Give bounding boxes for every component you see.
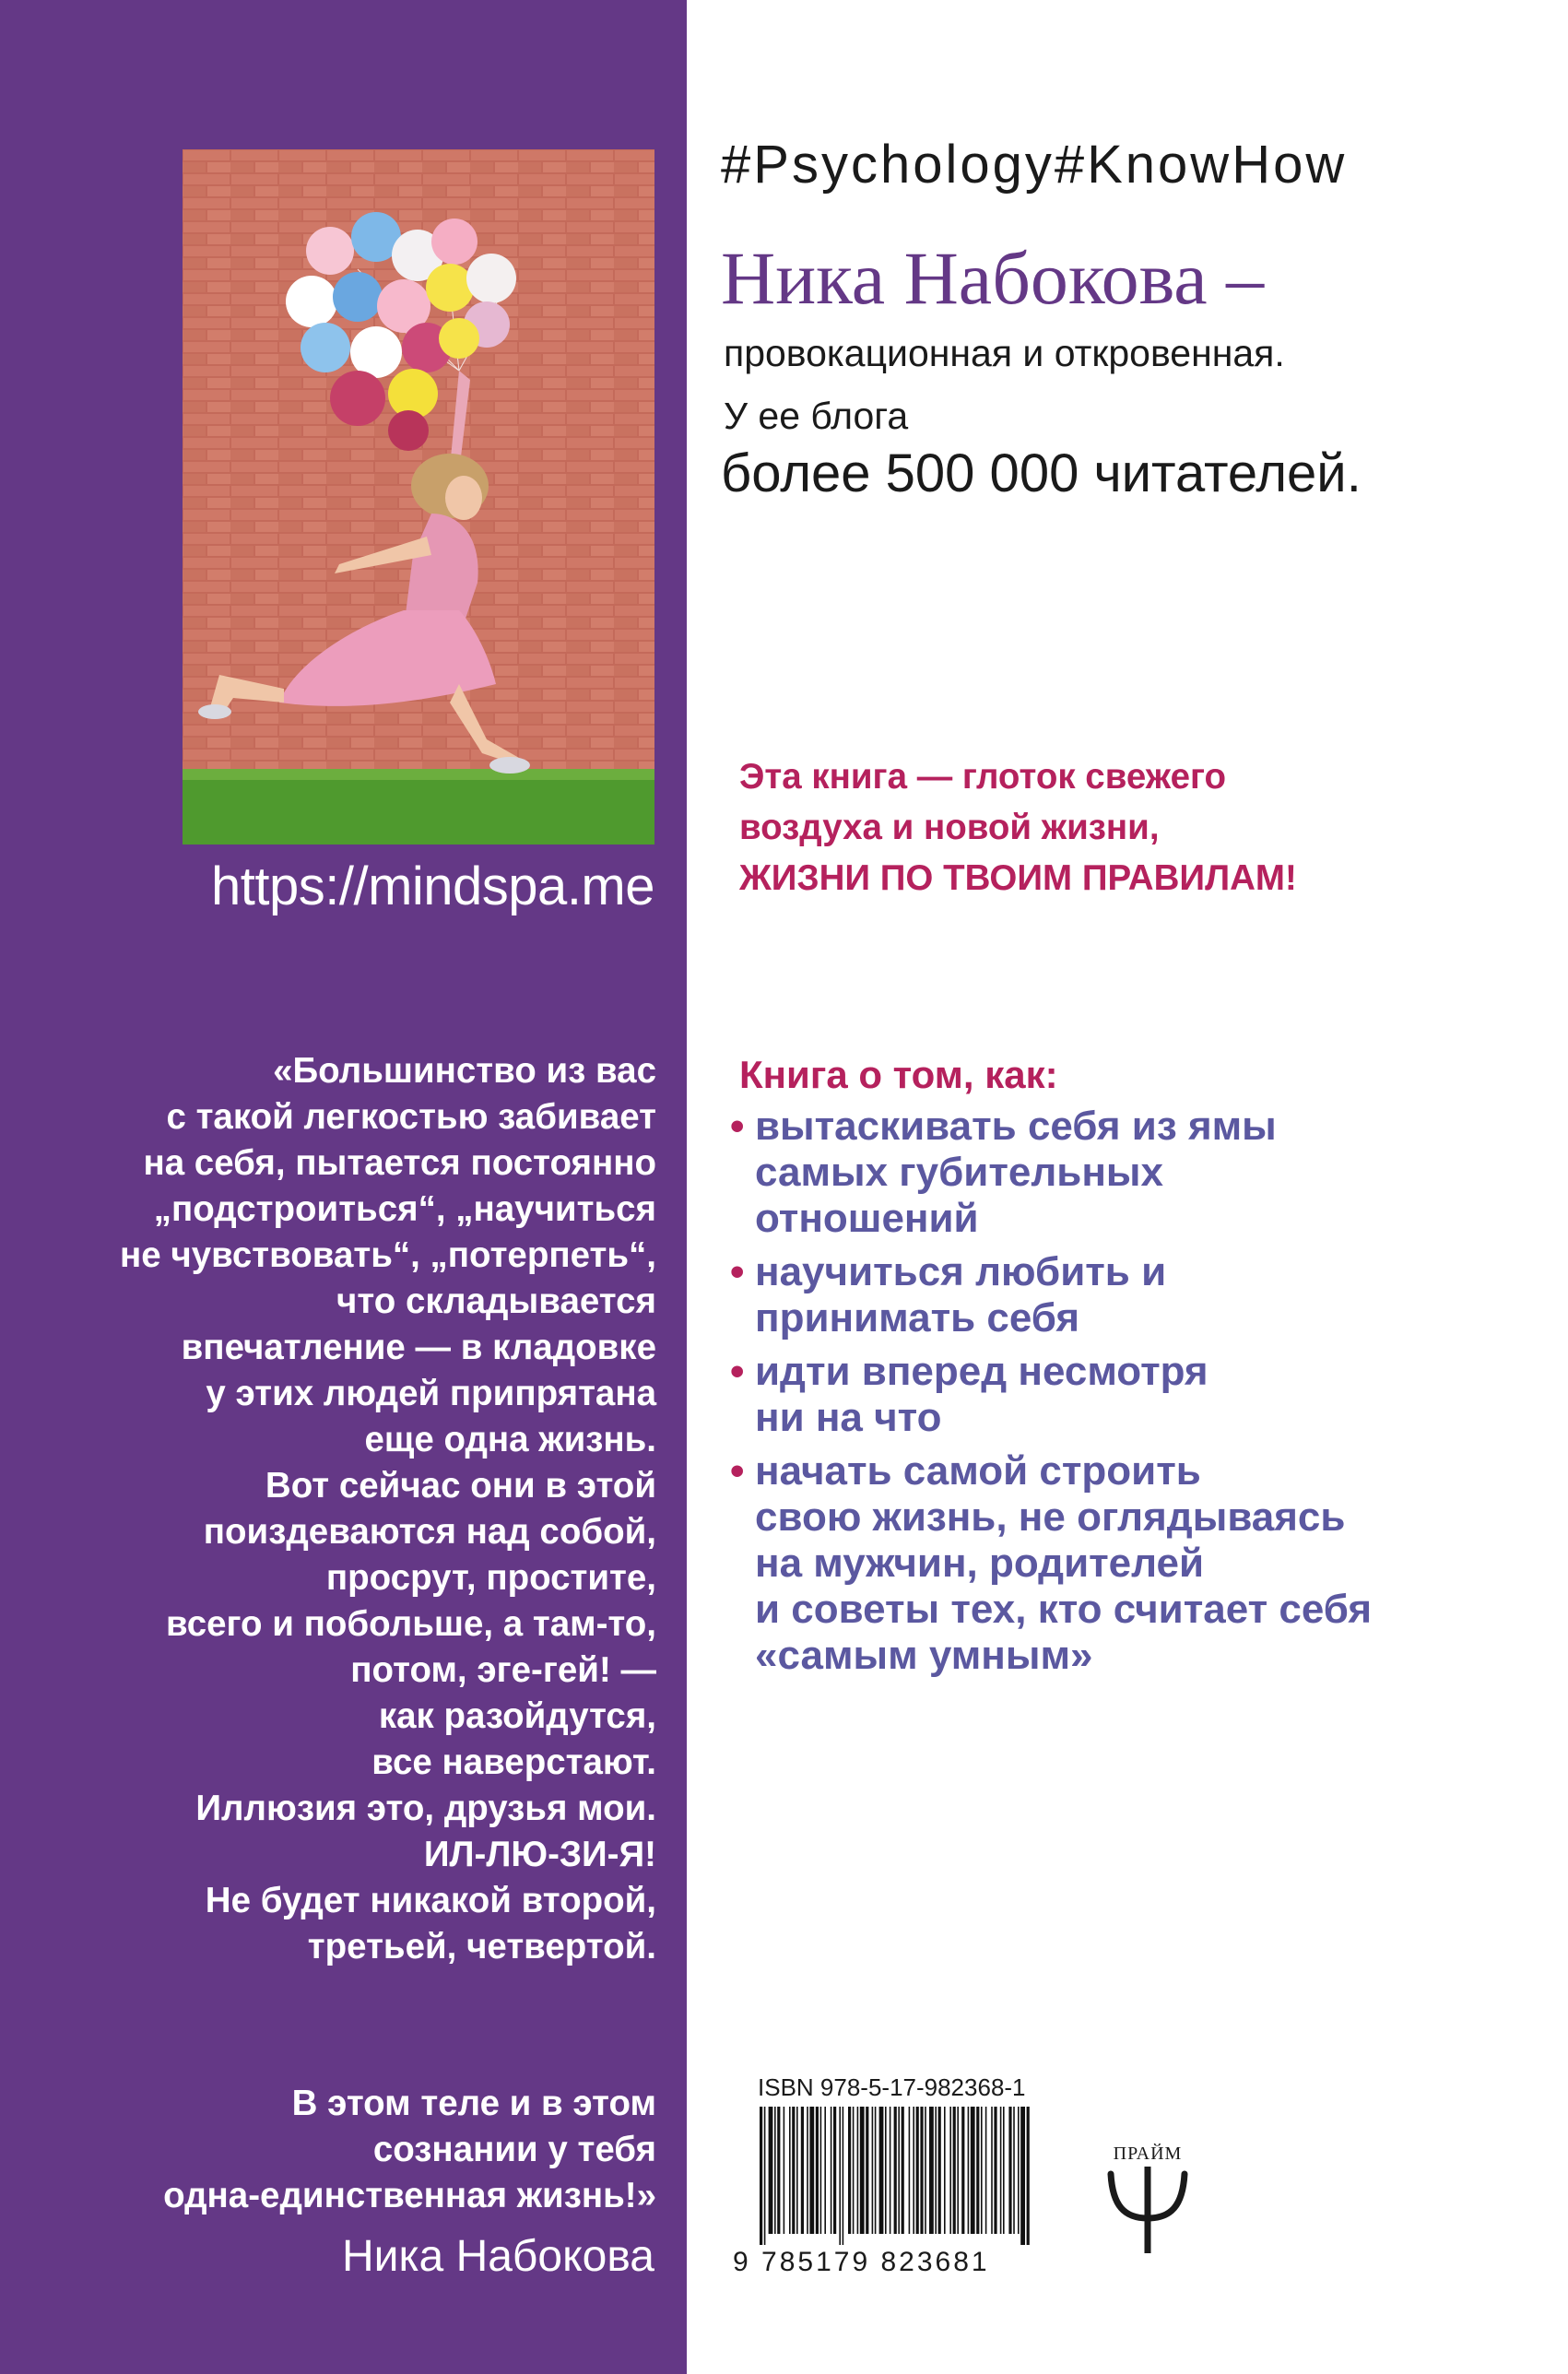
barcode-bar — [1027, 2107, 1030, 2245]
quote-signature: Ника Набокова — [342, 2232, 654, 2281]
publisher-logo — [1092, 2144, 1203, 2262]
barcode-bar — [809, 2107, 814, 2234]
quote-line: потом, эге-гей! — — [350, 1650, 656, 1690]
barcode-bar — [816, 2107, 819, 2234]
barcode-bar — [902, 2107, 904, 2234]
barcode-bar — [953, 2107, 956, 2234]
barcode-bar — [769, 2107, 773, 2234]
cover-photo — [183, 149, 654, 844]
barcode-bar — [796, 2107, 798, 2234]
psi-icon — [1092, 2165, 1203, 2257]
barcode-bar — [913, 2107, 914, 2234]
author-description: провокационная и откровенная. — [724, 332, 1285, 374]
barcode-bar — [777, 2107, 780, 2234]
list-item — [730, 1249, 1372, 1341]
bullet-icon: • — [730, 1349, 745, 1394]
barcode-bar — [949, 2107, 951, 2234]
isbn-label: ISBN 978-5-17-982368-1 — [758, 2073, 1026, 2101]
author-name-heading: Ника Набокова – — [721, 236, 1265, 320]
list-item-line: принимать себя — [755, 1295, 1080, 1341]
quote-closing-line: В этом теле и в этом — [291, 2084, 656, 2123]
quote-line: на себя, пытается постоянно — [143, 1143, 656, 1183]
barcode-bar — [920, 2107, 923, 2234]
barcode-bar — [909, 2107, 911, 2234]
barcode-bar — [848, 2107, 851, 2234]
barcode-bar — [784, 2107, 785, 2234]
quote-closing-line: одна-единственная жизнь!» — [163, 2176, 656, 2215]
bullet-icon: • — [730, 1104, 745, 1149]
barcode-bar — [824, 2107, 826, 2234]
quote-line: Не будет никакой второй, — [205, 1881, 656, 1920]
list-item-line: отношений — [755, 1196, 979, 1241]
barcode-bar — [792, 2107, 795, 2234]
quote-line: как разойдутся, — [378, 1696, 656, 1736]
publisher-name: ПРАЙМ — [1113, 2144, 1183, 2164]
barcode-bar — [831, 2107, 832, 2234]
quote-line: «Большинство из вас — [273, 1051, 656, 1091]
list-item-line: научиться любить и — [755, 1249, 1167, 1294]
list-item-line: идти вперед несмотря — [755, 1349, 1208, 1394]
barcode-bar — [994, 2107, 996, 2234]
quote-line: еще одна жизнь. — [364, 1420, 656, 1459]
barcode-bar — [807, 2107, 808, 2234]
barcode-bar — [961, 2107, 964, 2234]
list-item-line: ни на что — [755, 1395, 942, 1440]
quote-line: ИЛ-ЛЮ-ЗИ-Я! — [423, 1835, 656, 1874]
barcode-bar — [929, 2107, 934, 2234]
list-item-line: вытаскивать себя из ямы — [755, 1104, 1277, 1149]
barcode-bar — [938, 2107, 941, 2234]
barcode-bar — [774, 2107, 776, 2234]
author-quote — [55, 1048, 656, 1970]
quote-line: все наверстают. — [371, 1742, 656, 1782]
barcode-bar — [1000, 2107, 1002, 2234]
barcode-bar — [801, 2107, 804, 2234]
quote-line: „подстроиться“, „научиться — [153, 1189, 656, 1229]
barcode-bar — [1020, 2107, 1025, 2245]
barcode-bar — [764, 2107, 766, 2245]
quote-line: Вот сейчас они в этой — [265, 1466, 656, 1506]
barcode-bar — [985, 2107, 987, 2234]
quote-line: не чувствовать“, „потерпеть“, — [120, 1235, 656, 1275]
list-item-line: «самым умным» — [755, 1633, 1093, 1678]
barcode-bar — [860, 2107, 865, 2234]
quote-line: третьей, четвертой. — [307, 1927, 656, 1967]
barcode-bar — [916, 2107, 919, 2234]
barcode-bar — [839, 2107, 841, 2245]
hashtag-heading: #Psychology#KnowHow — [721, 135, 1348, 195]
barcode-bar — [981, 2107, 983, 2234]
quote-line: что складывается — [336, 1281, 656, 1321]
barcode-bar — [894, 2107, 897, 2234]
tagline-line: воздуха и новой жизни, — [739, 808, 1160, 847]
list-item — [730, 1448, 1372, 1679]
barcode-bar — [820, 2107, 822, 2234]
list-item-line: самых губительных — [755, 1150, 1163, 1195]
list-item — [730, 1349, 1372, 1441]
barcode-bar — [857, 2107, 859, 2234]
list-item-line: на мужчин, родителей — [755, 1541, 1205, 1586]
barcode-bar — [872, 2107, 874, 2234]
barcode-bar — [976, 2107, 979, 2234]
quote-closing — [55, 2081, 656, 2219]
tagline-line: ЖИЗНИ ПО ТВОИМ ПРАВИЛАМ! — [739, 858, 1297, 898]
barcode-bar — [853, 2107, 855, 2234]
barcode-bar — [833, 2107, 836, 2234]
barcode-bar — [875, 2107, 877, 2234]
barcode-digits: 9 785179 823681 — [733, 2247, 990, 2277]
tagline — [739, 751, 1297, 904]
tagline-line: Эта книга — глоток свежего — [739, 757, 1227, 797]
barcode-bar — [760, 2107, 762, 2245]
quote-line: у этих людей припрятана — [206, 1374, 656, 1413]
barcode-bar — [968, 2107, 970, 2234]
barcode-bar — [1008, 2107, 1011, 2234]
barcode-bar — [898, 2107, 900, 2234]
website-url[interactable]: https://mindspa.me — [211, 856, 654, 916]
barcode-bar — [971, 2107, 975, 2234]
blog-intro: У ее блога — [724, 395, 909, 437]
barcode-bar — [879, 2107, 884, 2234]
barcode-bar — [944, 2107, 946, 2234]
barcode-bar — [1018, 2107, 1020, 2234]
quote-line: просрут, простите, — [325, 1558, 656, 1598]
list-item-line: и советы тех, кто считает себя — [755, 1587, 1373, 1632]
barcode-bar — [991, 2107, 993, 2234]
quote-line: поиздеваются над собой, — [203, 1512, 656, 1552]
readers-count: более 500 000 читателей. — [721, 443, 1362, 503]
quote-line: всего и побольше, а там-то, — [165, 1604, 656, 1644]
quote-closing-line: сознании у тебя — [372, 2130, 656, 2169]
book-about-list — [730, 1104, 1372, 1686]
barcode-bar — [890, 2107, 891, 2234]
barcode-bar — [885, 2107, 887, 2234]
quote-line: впечатление — в кладовке — [181, 1328, 656, 1367]
barcode-bar — [843, 2107, 844, 2245]
quote-line: Иллюзия это, друзья мои. — [195, 1789, 656, 1828]
barcode-bar — [925, 2107, 926, 2234]
bullet-icon: • — [730, 1249, 745, 1294]
list-item-line: начать самой строить — [755, 1448, 1201, 1494]
quote-line: с такой легкостью забивает — [166, 1097, 656, 1137]
barcode-bar — [1013, 2107, 1015, 2234]
list-item — [730, 1104, 1372, 1242]
barcode-bar — [866, 2107, 868, 2234]
barcode-bar — [957, 2107, 959, 2234]
list-item-line: свою жизнь, не оглядываясь — [755, 1494, 1346, 1540]
bullet-icon: • — [730, 1448, 745, 1494]
book-about-title: Книга о том, как: — [739, 1053, 1058, 1096]
barcode-bar — [935, 2107, 937, 2234]
barcode-bar — [1003, 2107, 1005, 2234]
barcode — [758, 2107, 1030, 2245]
barcode-bar — [789, 2107, 791, 2234]
